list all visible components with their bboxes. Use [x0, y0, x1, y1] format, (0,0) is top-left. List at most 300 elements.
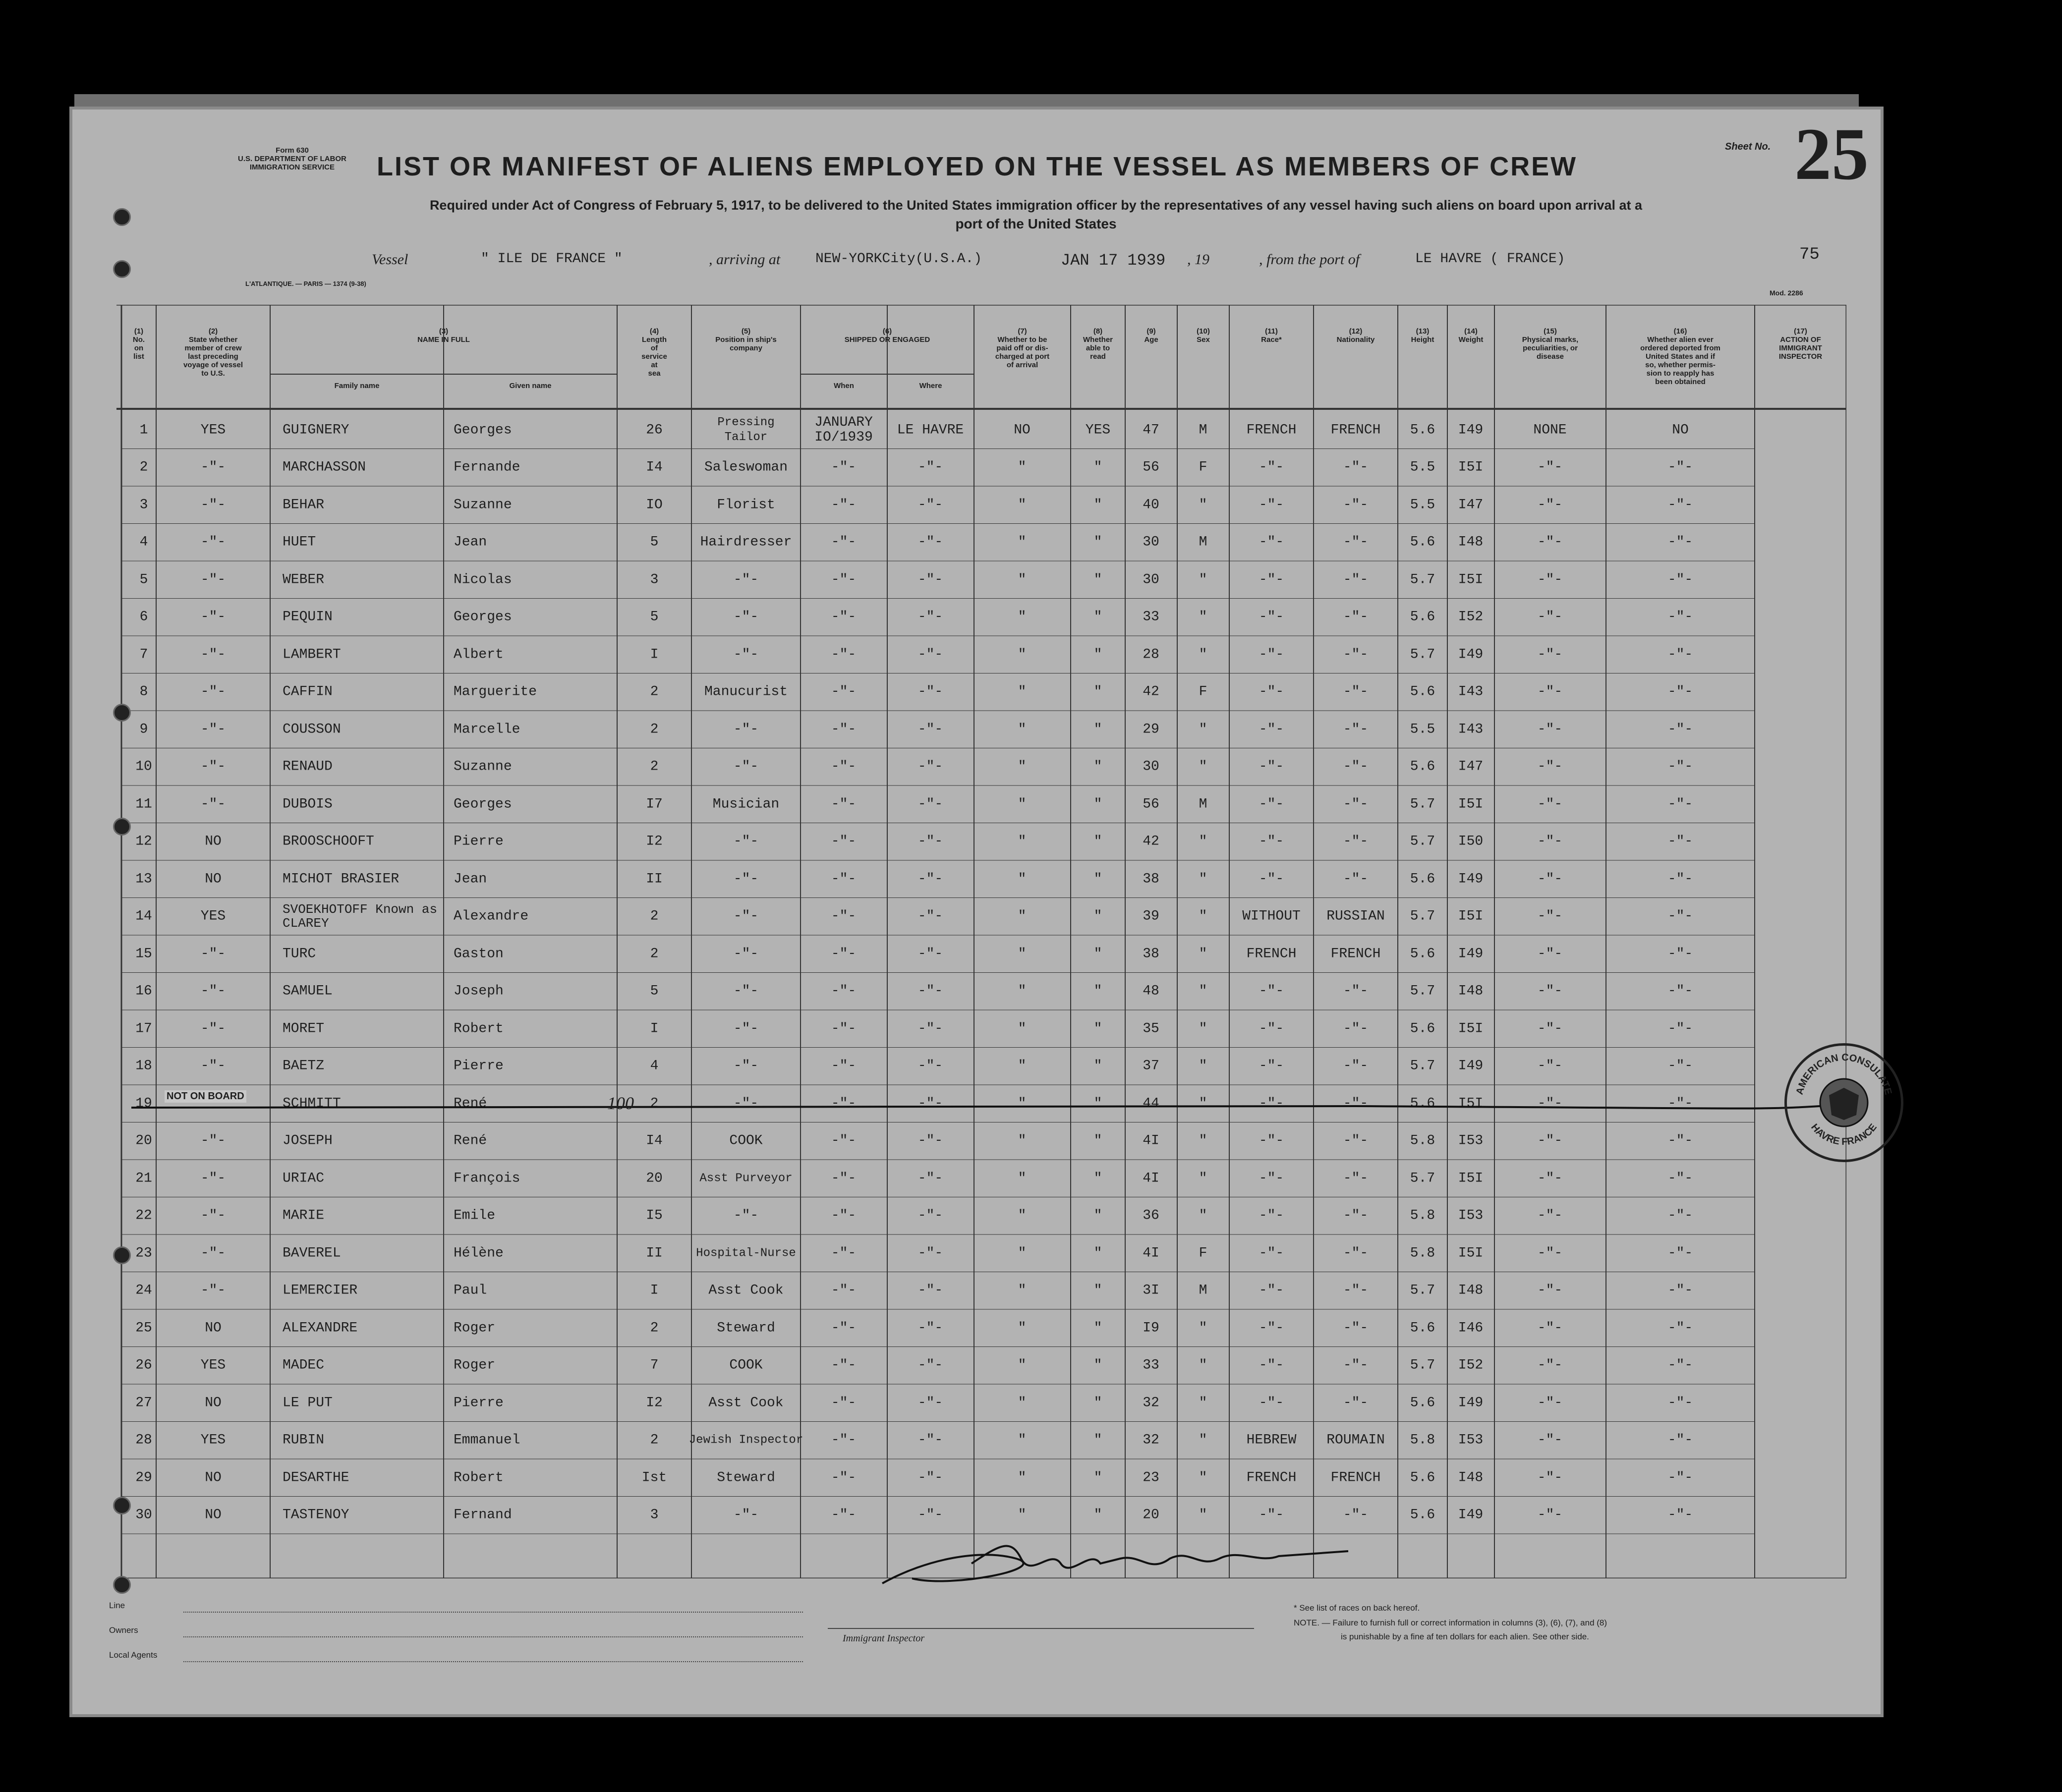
- cell-nat: -"-: [1343, 534, 1369, 550]
- cell-weight: I50: [1458, 834, 1484, 849]
- cell-service: 2: [650, 759, 659, 775]
- cell-when: -"-: [831, 983, 857, 999]
- cell-nat: -"-: [1343, 1171, 1369, 1186]
- cell-when: -"-: [831, 1021, 857, 1037]
- cell-service: I2: [646, 1395, 663, 1411]
- cell-when: -"-: [831, 908, 857, 924]
- cell-given: Marcelle: [454, 722, 520, 737]
- cell-where: -"-: [917, 609, 943, 625]
- footer-line-rule: [183, 1612, 803, 1613]
- from-label: , from the port of: [1259, 251, 1360, 268]
- cell-read: ": [1093, 983, 1102, 999]
- subtitle: [253, 196, 1819, 233]
- cell-no: 12: [135, 834, 152, 849]
- cell-deported: -"-: [1667, 1096, 1693, 1112]
- cell-weight: I49: [1458, 422, 1484, 438]
- cell-position: -"-: [733, 759, 759, 775]
- cell-family: COUSSON: [283, 722, 341, 737]
- cell-nat: RUSSIAN: [1326, 908, 1385, 924]
- cell-weight: I49: [1458, 946, 1484, 962]
- stamp-text-bottom: HAVRE FRANCE: [1809, 1121, 1879, 1148]
- cell-weight: I5I: [1458, 1096, 1484, 1112]
- printer-line: L'ATLANTIQUE. — PARIS — 1374 (9-38): [245, 280, 366, 287]
- cell-when: -"-: [831, 647, 857, 663]
- cell-position: -"-: [733, 946, 759, 962]
- cell-service: 3: [650, 1507, 659, 1523]
- cell-nat: -"-: [1343, 1283, 1369, 1298]
- cell-service: I: [650, 1283, 659, 1298]
- cell-age: 30: [1143, 572, 1159, 588]
- cell-prev: -"-: [200, 459, 226, 475]
- cell-paid: ": [1018, 1245, 1027, 1261]
- col-header-length-service: (4) Length of service at sea: [641, 327, 667, 378]
- cell-where: -"-: [917, 796, 943, 812]
- cell-position: -"-: [733, 983, 759, 999]
- cell-prev: -"-: [200, 647, 226, 663]
- cell-paid: ": [1018, 684, 1027, 700]
- cell-where: -"-: [917, 684, 943, 700]
- cell-no: 11: [135, 796, 152, 812]
- cell-read: ": [1093, 1507, 1102, 1523]
- cell-service: IO: [646, 497, 663, 513]
- cell-marks: -"-: [1537, 871, 1563, 887]
- cell-height: 5.6: [1410, 1021, 1435, 1037]
- cell-no: 6: [139, 609, 148, 625]
- cell-family: SCHMITT: [283, 1096, 341, 1112]
- cell-paid: ": [1018, 1395, 1027, 1411]
- cell-prev: -"-: [200, 534, 226, 550]
- cell-service: II: [646, 871, 663, 887]
- cell-family: SVOEKHOTOFF Known as CLAREY: [283, 902, 438, 931]
- footer-agents-rule: [183, 1661, 803, 1662]
- binder-hole-icon: [113, 818, 131, 836]
- cell-marks: -"-: [1537, 908, 1563, 924]
- cell-height: 5.5: [1410, 497, 1435, 513]
- year-label: , 19: [1187, 251, 1209, 268]
- cell-deported: -"-: [1667, 871, 1693, 887]
- cell-deported: -"-: [1667, 572, 1693, 588]
- cell-when: -"-: [831, 759, 857, 775]
- cell-paid: ": [1018, 1320, 1027, 1336]
- cell-weight: I49: [1458, 1395, 1484, 1411]
- cell-prev: YES: [200, 1432, 226, 1448]
- cell-family: SAMUEL: [283, 983, 333, 999]
- cell-prev: YES: [200, 422, 226, 438]
- cell-prev: -"-: [200, 1171, 226, 1186]
- cell-marks: -"-: [1537, 609, 1563, 625]
- cell-sex: M: [1199, 796, 1207, 812]
- cell-weight: I53: [1458, 1432, 1484, 1448]
- cell-prev: -"-: [200, 497, 226, 513]
- cell-deported: -"-: [1667, 497, 1693, 513]
- cell-weight: I49: [1458, 647, 1484, 663]
- cell-weight: I48: [1458, 534, 1484, 550]
- cell-nat: -"-: [1343, 459, 1369, 475]
- cell-nat: -"-: [1343, 647, 1369, 663]
- cell-marks: -"-: [1537, 946, 1563, 962]
- cell-prev: -"-: [200, 946, 226, 962]
- cell-sex: ": [1199, 1058, 1207, 1074]
- cell-race: -"-: [1259, 722, 1284, 737]
- cell-age: 30: [1143, 759, 1159, 775]
- cell-where: -"-: [917, 1283, 943, 1298]
- cell-prev: -"-: [200, 684, 226, 700]
- cell-given: Roger: [454, 1320, 496, 1336]
- cell-deported: -"-: [1667, 459, 1693, 475]
- cell-weight: I52: [1458, 1357, 1484, 1373]
- cell-deported: -"-: [1667, 1245, 1693, 1261]
- from-port: LE HAVRE ( FRANCE): [1415, 251, 1565, 267]
- cell-position: -"-: [733, 647, 759, 663]
- cell-weight: I5I: [1458, 459, 1484, 475]
- cell-age: 38: [1143, 946, 1159, 962]
- cell-no: 2: [139, 459, 148, 475]
- cell-family: BEHAR: [283, 497, 325, 513]
- cell-sex: ": [1199, 572, 1207, 588]
- cell-sex: ": [1199, 1395, 1207, 1411]
- cell-race: -"-: [1259, 647, 1284, 663]
- cell-weight: I49: [1458, 1058, 1484, 1074]
- cell-marks: -"-: [1537, 759, 1563, 775]
- cell-sex: M: [1199, 534, 1207, 550]
- cell-deported: -"-: [1667, 1283, 1693, 1298]
- cell-where: -"-: [917, 1320, 943, 1336]
- cell-age: 40: [1143, 497, 1159, 513]
- col-header-race: (11) Race*: [1261, 327, 1282, 344]
- footer-note-1: * See list of races on back hereof.: [1294, 1603, 1420, 1613]
- cell-where: -"-: [917, 1395, 943, 1411]
- cell-read: ": [1093, 871, 1102, 887]
- cell-prev: NO: [205, 1470, 222, 1486]
- cell-deported: -"-: [1667, 534, 1693, 550]
- cell-sex: F: [1199, 1245, 1207, 1261]
- cell-no: 15: [135, 946, 152, 962]
- cell-family: DESARTHE: [283, 1470, 349, 1486]
- cell-read: ": [1093, 1470, 1102, 1486]
- cell-nat: -"-: [1343, 609, 1369, 625]
- cell-race: -"-: [1259, 572, 1284, 588]
- cell-given: Robert: [454, 1470, 504, 1486]
- cell-race: -"-: [1259, 1507, 1284, 1523]
- cell-sex: ": [1199, 1171, 1207, 1186]
- cell-prev: -"-: [200, 609, 226, 625]
- cell-where: -"-: [917, 1133, 943, 1149]
- cell-where: -"-: [917, 1096, 943, 1112]
- cell-position: -"-: [733, 908, 759, 924]
- col-header-family-name: Family name: [334, 382, 380, 390]
- cell-height: 5.8: [1410, 1245, 1435, 1261]
- cell-when: -"-: [831, 1320, 857, 1336]
- cell-where: -"-: [917, 1507, 943, 1523]
- cell-sex: ": [1199, 1208, 1207, 1224]
- cell-height: 5.7: [1410, 1283, 1435, 1298]
- cell-position: Florist: [717, 497, 775, 513]
- cell-service: I: [650, 647, 659, 663]
- cell-read: ": [1093, 796, 1102, 812]
- cell-read: ": [1093, 1357, 1102, 1373]
- mod-number: Mod. 2286: [1770, 289, 1803, 297]
- cell-marks: -"-: [1537, 1507, 1563, 1523]
- cell-sex: ": [1199, 759, 1207, 775]
- col-header-read: (8) Whether able to read: [1083, 327, 1113, 361]
- cell-age: 56: [1143, 459, 1159, 475]
- binder-hole-icon: [113, 704, 131, 722]
- cell-when: -"-: [831, 1432, 857, 1448]
- cell-where: -"-: [917, 572, 943, 588]
- cell-read: ": [1093, 497, 1102, 513]
- cell-when: -"-: [831, 497, 857, 513]
- cell-position: Asst Cook: [708, 1283, 784, 1298]
- cell-height: 5.7: [1410, 1357, 1435, 1373]
- cell-when: -"-: [831, 1245, 857, 1261]
- cell-where: -"-: [917, 834, 943, 849]
- cell-service: 2: [650, 1096, 659, 1112]
- cell-no: 29: [135, 1470, 152, 1486]
- cell-where: -"-: [917, 1208, 943, 1224]
- cell-sex: ": [1199, 1507, 1207, 1523]
- cell-deported: -"-: [1667, 983, 1693, 999]
- cell-race: FRENCH: [1246, 1470, 1297, 1486]
- cell-race: -"-: [1259, 1357, 1284, 1373]
- cell-prev: -"-: [200, 759, 226, 775]
- cell-marks: -"-: [1537, 1058, 1563, 1074]
- cell-paid: ": [1018, 908, 1027, 924]
- cell-service: 2: [650, 946, 659, 962]
- sheet-number: 25: [1794, 113, 1869, 195]
- footer-note-2: NOTE. — Failure to furnish full or correct information in columns (3), (6), (7), and (8): [1294, 1618, 1607, 1627]
- immigrant-inspector-label: Immigrant Inspector: [843, 1633, 924, 1644]
- cell-deported: -"-: [1667, 1470, 1693, 1486]
- cell-read: ": [1093, 1058, 1102, 1074]
- cell-weight: I46: [1458, 1320, 1484, 1336]
- cell-position: -"-: [733, 1021, 759, 1037]
- cell-read: ": [1093, 459, 1102, 475]
- cell-sex: ": [1199, 1021, 1207, 1037]
- cell-deported: NO: [1672, 422, 1689, 438]
- cell-marks: -"-: [1537, 1395, 1563, 1411]
- cell-position: -"-: [733, 1507, 759, 1523]
- cell-read: ": [1093, 684, 1102, 700]
- cell-sex: ": [1199, 1470, 1207, 1486]
- vessel-label: Vessel: [372, 251, 408, 268]
- cell-age: 42: [1143, 834, 1159, 849]
- footer-note-3: is punishable by a fine af ten dollars for each alien. See other side.: [1341, 1632, 1589, 1641]
- cell-marks: -"-: [1537, 1096, 1563, 1112]
- cell-sex: ": [1199, 908, 1207, 924]
- cell-read: ": [1093, 609, 1102, 625]
- cell-where: -"-: [917, 1357, 943, 1373]
- cell-deported: -"-: [1667, 759, 1693, 775]
- cell-position: Asst Purveyor: [699, 1172, 793, 1185]
- cell-read: ": [1093, 1021, 1102, 1037]
- cell-deported: -"-: [1667, 1021, 1693, 1037]
- consulate-stamp: [1784, 1043, 1903, 1162]
- cell-paid: ": [1018, 1058, 1027, 1074]
- cell-paid: ": [1018, 1357, 1027, 1373]
- cell-service: I4: [646, 459, 663, 475]
- cell-height: 5.6: [1410, 1507, 1435, 1523]
- cell-marks: -"-: [1537, 1021, 1563, 1037]
- cell-read: ": [1093, 1395, 1102, 1411]
- col-header-age: (9) Age: [1144, 327, 1158, 344]
- cell-read: ": [1093, 1096, 1102, 1112]
- cell-family: BAETZ: [283, 1058, 325, 1074]
- cell-when: -"-: [831, 684, 857, 700]
- cell-given: Hélène: [454, 1245, 504, 1261]
- cell-height: 5.7: [1410, 1171, 1435, 1186]
- cell-position: Saleswoman: [704, 459, 788, 475]
- cell-family: WEBER: [283, 572, 325, 588]
- cell-service: 5: [650, 534, 659, 550]
- cell-when: -"-: [831, 1096, 857, 1112]
- cell-height: 5.6: [1410, 534, 1435, 550]
- cell-height: 5.6: [1410, 1470, 1435, 1486]
- cell-service: I5: [646, 1208, 663, 1224]
- sheet-label: Sheet No.: [1725, 141, 1771, 152]
- cell-family: RENAUD: [283, 759, 333, 775]
- cell-given: Fernand: [454, 1507, 512, 1523]
- cell-sex: ": [1199, 647, 1207, 663]
- cell-nat: -"-: [1343, 834, 1369, 849]
- cell-nat: FRENCH: [1330, 946, 1381, 962]
- cell-prev: NO: [205, 1507, 222, 1523]
- cell-deported: -"-: [1667, 647, 1693, 663]
- cell-nat: -"-: [1343, 759, 1369, 775]
- cell-marks: -"-: [1537, 534, 1563, 550]
- cell-family: LAMBERT: [283, 647, 341, 663]
- cell-no: 14: [135, 908, 152, 924]
- cell-weight: I5I: [1458, 572, 1484, 588]
- cell-sex: ": [1199, 946, 1207, 962]
- cell-position: Musician: [712, 796, 780, 812]
- cell-race: -"-: [1259, 609, 1284, 625]
- cell-where: -"-: [917, 1021, 943, 1037]
- cell-read: ": [1093, 1133, 1102, 1149]
- cell-where: -"-: [917, 1058, 943, 1074]
- cell-weight: I47: [1458, 497, 1484, 513]
- cell-position: -"-: [733, 609, 759, 625]
- cell-read: ": [1093, 572, 1102, 588]
- cell-sex: ": [1199, 1432, 1207, 1448]
- cell-service: 2: [650, 1320, 659, 1336]
- footer-owners-label: Owners: [109, 1625, 138, 1635]
- cell-age: 48: [1143, 983, 1159, 999]
- cell-deported: -"-: [1667, 1133, 1693, 1149]
- cell-family: MARIE: [283, 1208, 325, 1224]
- cell-family: LEMERCIER: [283, 1283, 358, 1298]
- cell-where: -"-: [917, 759, 943, 775]
- cell-service: 5: [650, 983, 659, 999]
- cell-given: Pierre: [454, 834, 504, 849]
- cell-position: -"-: [733, 572, 759, 588]
- cell-marks: -"-: [1537, 647, 1563, 663]
- cell-race: -"-: [1259, 534, 1284, 550]
- cell-sex: ": [1199, 1096, 1207, 1112]
- cell-sex: ": [1199, 871, 1207, 887]
- cell-given: René: [454, 1133, 487, 1149]
- cell-read: ": [1093, 759, 1102, 775]
- cell-read: ": [1093, 647, 1102, 663]
- cell-paid: ": [1018, 759, 1027, 775]
- cell-weight: I5I: [1458, 1021, 1484, 1037]
- cell-age: 42: [1143, 684, 1159, 700]
- cell-prev: -"-: [200, 1021, 226, 1037]
- cell-age: 33: [1143, 609, 1159, 625]
- cell-nat: FRENCH: [1330, 1470, 1381, 1486]
- cell-deported: -"-: [1667, 1171, 1693, 1186]
- binder-hole-icon: [113, 208, 131, 226]
- cell-family: MORET: [283, 1021, 325, 1037]
- cell-family: LE PUT: [283, 1395, 333, 1411]
- cell-paid: ": [1018, 1021, 1027, 1037]
- cell-prev: YES: [200, 908, 226, 924]
- cell-family: ALEXANDRE: [283, 1320, 358, 1336]
- cell-no: 10: [135, 759, 152, 775]
- cell-when: -"-: [831, 1357, 857, 1373]
- cell-no: 23: [135, 1245, 152, 1261]
- cell-where: -"-: [917, 1470, 943, 1486]
- cell-given: Emmanuel: [454, 1432, 520, 1448]
- department: U.S. DEPARTMENT OF LABOR: [238, 155, 346, 163]
- cell-paid: ": [1018, 1208, 1027, 1224]
- cell-weight: I5I: [1458, 908, 1484, 924]
- binder-hole-icon: [113, 1576, 131, 1594]
- cell-where: LE HAVRE: [897, 422, 964, 438]
- manifest-sheet: [69, 107, 1894, 1717]
- cell-nat: -"-: [1343, 1395, 1369, 1411]
- cell-read: ": [1093, 1208, 1102, 1224]
- cell-family: MARCHASSON: [283, 459, 366, 475]
- cell-marks: -"-: [1537, 1133, 1563, 1149]
- cell-nat: -"-: [1343, 983, 1369, 999]
- cell-nat: FRENCH: [1330, 422, 1381, 438]
- col-header-name: (3) NAME IN FULL: [417, 327, 470, 344]
- cell-paid: ": [1018, 1096, 1027, 1112]
- cell-position: Asst Cook: [708, 1395, 784, 1411]
- cell-when: -"-: [831, 1470, 857, 1486]
- cell-deported: -"-: [1667, 1320, 1693, 1336]
- cell-nat: -"-: [1343, 1357, 1369, 1373]
- cell-no: 26: [135, 1357, 152, 1373]
- cell-nat: -"-: [1343, 796, 1369, 812]
- cell-position: -"-: [733, 871, 759, 887]
- cell-family: URIAC: [283, 1171, 325, 1186]
- cell-prev: -"-: [200, 572, 226, 588]
- cell-read: ": [1093, 534, 1102, 550]
- cell-age: 20: [1143, 1507, 1159, 1523]
- cell-given: Gaston: [454, 946, 504, 962]
- cell-when: -"-: [831, 1133, 857, 1149]
- cell-position: Steward: [717, 1470, 775, 1486]
- cell-weight: I48: [1458, 1470, 1484, 1486]
- cell-when: -"-: [831, 1171, 857, 1186]
- cell-paid: ": [1018, 534, 1027, 550]
- cell-given: Suzanne: [454, 759, 512, 775]
- cell-read: ": [1093, 1171, 1102, 1186]
- cell-family: HUET: [283, 534, 316, 550]
- form-meta: [238, 146, 346, 171]
- cell-service: 4: [650, 1058, 659, 1074]
- cell-family: RUBIN: [283, 1432, 325, 1448]
- cell-marks: -"-: [1537, 459, 1563, 475]
- service: IMMIGRATION SERVICE: [249, 163, 335, 171]
- cell-race: -"-: [1259, 834, 1284, 849]
- cell-height: 5.7: [1410, 834, 1435, 849]
- cell-given: Emile: [454, 1208, 496, 1224]
- cell-prev: -"-: [200, 722, 226, 737]
- cell-deported: -"-: [1667, 1507, 1693, 1523]
- cell-position: Manucurist: [704, 684, 788, 700]
